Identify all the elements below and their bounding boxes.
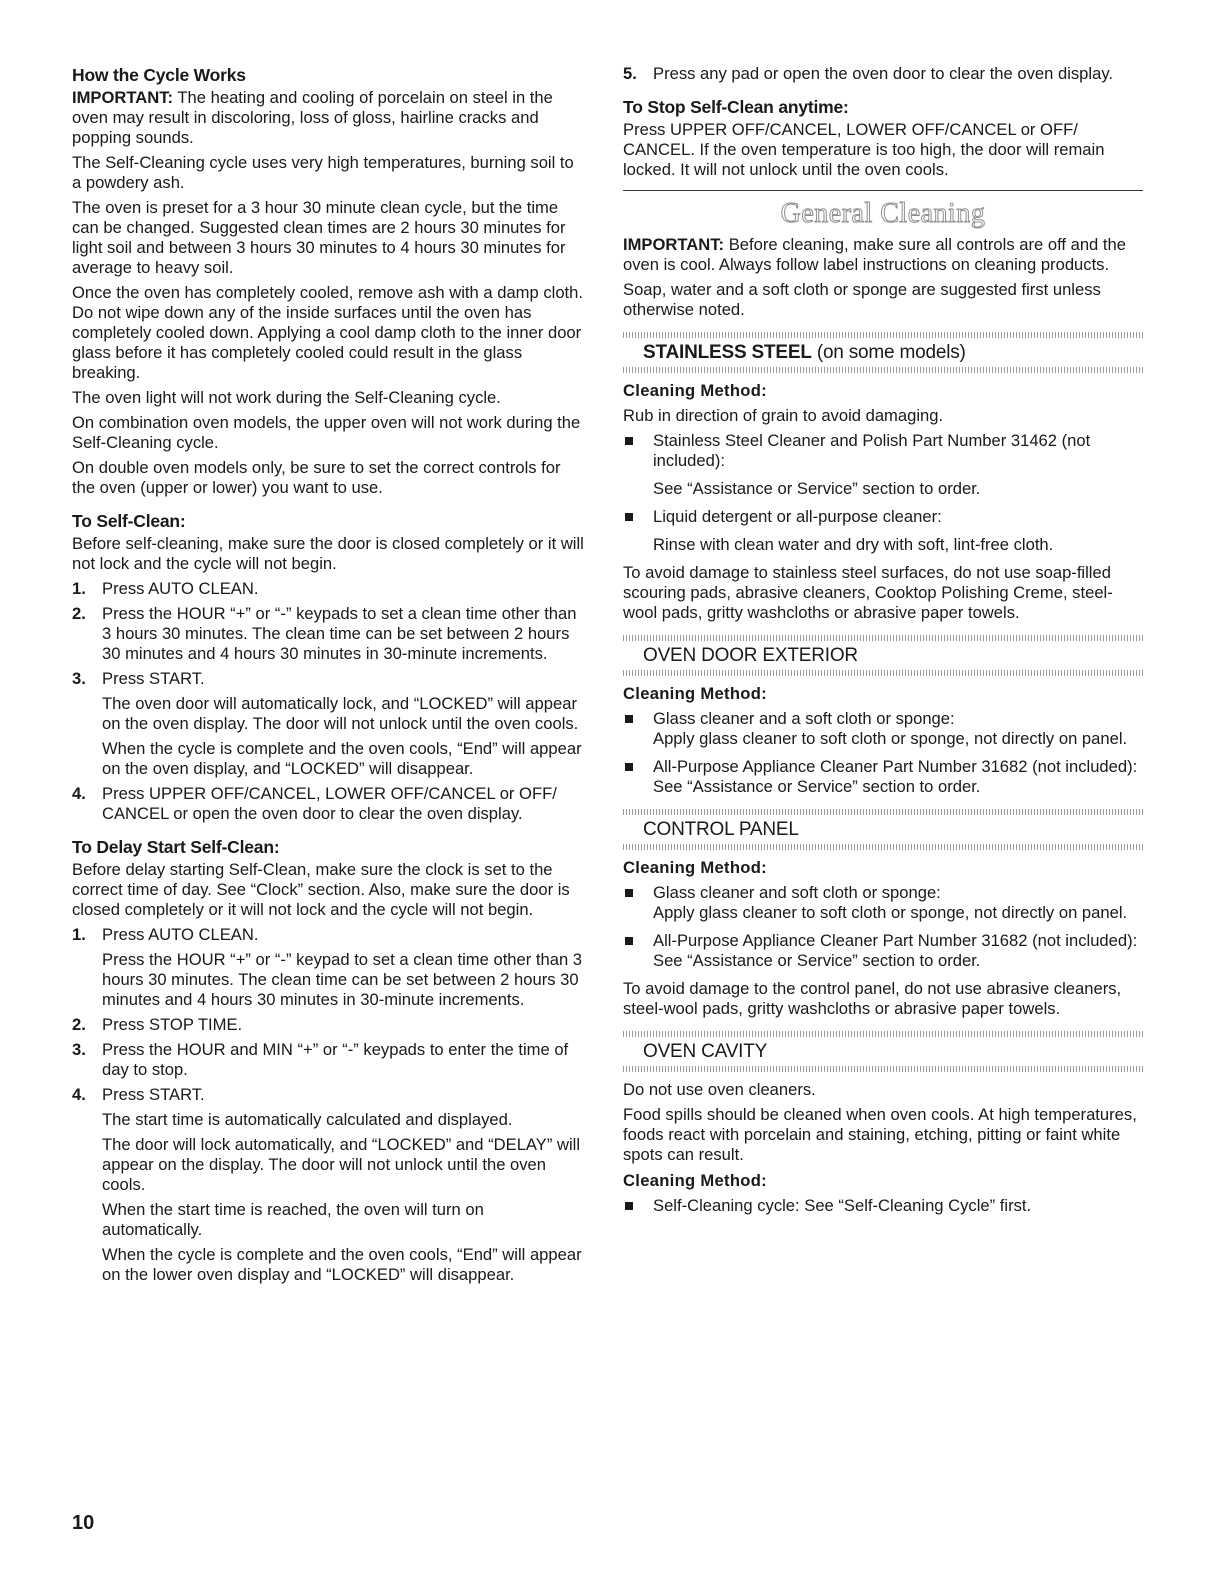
list-item [72,1040,587,1080]
item-detail: See “Assistance or Service” section to order. [653,777,981,796]
item-text: Glass cleaner and soft cloth or sponge: [653,883,941,902]
square-bullet-icon [625,937,633,945]
list-item [623,883,1143,923]
item-detail: Rinse with clean water and dry with soft, lint-free cloth. [653,535,1054,554]
item-detail: Apply glass cleaner to soft cloth or sponge, not directly on panel. [653,729,1128,748]
step-number: 2. [72,1015,86,1034]
important-text: Before cleaning, make sure all controls are off and the oven is cool. Always follow label instructions on cleaning products. [623,235,1126,274]
cycle-important [72,88,587,148]
stainless-steel-band [623,332,1143,373]
general-important [623,235,1143,275]
step-text: Press AUTO CLEAN. [102,579,259,598]
step-detail: The start time is automatically calculated and displayed. [102,1110,513,1129]
cycle-heading: How the Cycle Works [72,65,246,85]
cycle-paragraph: On combination oven models, the upper oven will not work during the Self-Cleaning cycle. [72,413,581,452]
control-panel-band [623,809,1143,850]
delay-section [72,836,587,1285]
item-text: Self-Cleaning cycle: See “Self-Cleaning Cycle” first. [653,1196,1032,1215]
step-text: Press the HOUR and MIN “+” or “-” keypads to enter the time of day to stop. [102,1040,569,1079]
step-text: Press STOP TIME. [102,1015,243,1034]
self-clean-steps [72,579,587,824]
list-item [72,604,587,664]
oven-door-title: OVEN DOOR EXTERIOR [643,645,858,666]
oven-door-list [623,709,1143,797]
band-stripe-bottom [623,1066,1143,1072]
square-bullet-icon [625,763,633,771]
square-bullet-icon [625,889,633,897]
list-item [623,1196,1143,1216]
step-detail: When the cycle is complete and the oven cools, “End” will appear on the lower oven display and “LOCKED” will disappear. [102,1245,582,1284]
step-number: 5. [623,64,637,83]
stop-text: Press UPPER OFF/CANCEL, LOWER OFF/CANCEL or OFF/ CANCEL. If the oven temperature is too high, the door will remain locked. It will not unlock until the oven cools. [623,120,1105,179]
item-detail: See “Assistance or Service” section to order. [653,479,981,498]
important-label: IMPORTANT: [72,88,174,107]
item-text: All-Purpose Appliance Cleaner Part Number 31682 (not included): [653,757,1138,776]
cycle-paragraph: The Self-Cleaning cycle uses very high temperatures, burning soil to a powdery ash. [72,153,574,192]
stainless-steel-title [623,338,1143,367]
band-title-bold: STAINLESS STEEL [643,342,812,363]
section-divider [623,190,1143,191]
item-text: Stainless Steel Cleaner and Polish Part Number 31462 (not included): [653,431,1091,470]
square-bullet-icon [625,437,633,445]
oven-cavity-title: OVEN CAVITY [643,1041,768,1062]
self-clean-section [72,510,587,824]
item-text: All-Purpose Appliance Cleaner Part Number 31682 (not included): [653,931,1138,950]
stainless-warning: To avoid damage to stainless steel surfaces, do not use soap-filled scouring pads, abrasive cleaners, Cooktop Polishing Creme, steel-wool pads, gritty washcloths or abrasive paper towels. [623,563,1113,622]
list-item [72,1085,587,1285]
band-title-rest: (on some models) [811,342,966,363]
step-detail: The door will lock automatically, and “LOCKED” and “DELAY” will appear on the display. The door will not unlock until the oven cools. [102,1135,581,1194]
step-number: 1. [72,579,86,598]
list-item [72,1015,587,1035]
square-bullet-icon [625,513,633,521]
step-number: 4. [72,1085,86,1104]
item-text: Liquid detergent or all-purpose cleaner: [653,507,942,526]
list-item [623,507,1143,555]
list-item [72,669,587,779]
square-bullet-icon [625,1202,633,1210]
important-text: The heating and cooling of porcelain on steel in the oven may result in discoloring, loss of gloss, hairline cracks and popping sounds. [72,88,553,147]
list-item [623,431,1143,499]
cleaning-method-label: Cleaning Method: [623,381,767,400]
control-panel-title: CONTROL PANEL [643,819,799,840]
continued-steps [623,64,1143,84]
cleaning-method-label: Cleaning Method: [623,858,767,877]
step-number: 1. [72,925,86,944]
list-item [623,64,1143,84]
page-number: 10 [72,1512,95,1534]
oven-cavity-band [623,1031,1143,1072]
band-stripe-bottom [623,367,1143,373]
step-number: 4. [72,784,86,803]
right-column [623,64,1143,1224]
list-item [623,757,1143,797]
step-text: Press the HOUR “+” or “-” keypads to set a clean time other than 3 hours 30 minutes. The clean time can be set between 2 hours 30 minutes and 4 hours 30 minutes in 30-minute increments. [102,604,577,663]
list-item [623,709,1143,749]
stainless-intro: Rub in direction of grain to avoid damaging. [623,406,944,425]
cycle-paragraph: Once the oven has completely cooled, remove ash with a damp cloth. Do not wipe down any of the inside surfaces until the oven has completely cooled down. Applying a cool damp cloth to the inner door glass before it has completely cooled could result in the glass breaking. [72,283,583,382]
band-stripe-bottom [623,844,1143,850]
stainless-list [623,431,1143,555]
step-text: Press AUTO CLEAN. [102,925,259,944]
delay-heading: To Delay Start Self-Clean: [72,837,280,857]
self-clean-heading: To Self-Clean: [72,511,186,531]
oven-cavity-list [623,1196,1143,1216]
step-text: Press any pad or open the oven door to clear the oven display. [653,64,1113,83]
step-detail: When the start time is reached, the oven will turn on automatically. [102,1200,484,1239]
cavity-paragraph: Do not use oven cleaners. [623,1080,816,1099]
control-panel-list [623,883,1143,971]
item-text: Glass cleaner and a soft cloth or sponge: [653,709,955,728]
self-clean-intro: Before self-cleaning, make sure the door is closed completely or it will not lock and the cycle will not begin. [72,534,584,573]
step-text: Press START. [102,1085,205,1104]
square-bullet-icon [625,715,633,723]
general-cleaning-title: General Cleaning [780,198,986,229]
stop-heading: To Stop Self-Clean anytime: [623,97,849,117]
stop-section [623,96,1143,180]
control-panel-warning: To avoid damage to the control panel, do not use abrasive cleaners, steel-wool pads, gritty washcloths or abrasive paper towels. [623,979,1122,1018]
step-text: Press START. [102,669,205,688]
delay-steps [72,925,587,1285]
list-item [623,931,1143,971]
cycle-paragraph: On double oven models only, be sure to set the correct controls for the oven (upper or lower) you want to use. [72,458,561,497]
band-stripe-bottom [623,670,1143,676]
general-note: Soap, water and a soft cloth or sponge are suggested first unless otherwise noted. [623,280,1101,319]
step-number: 3. [72,669,86,688]
important-label: IMPORTANT: [623,235,725,254]
cleaning-method-label: Cleaning Method: [623,1171,767,1190]
list-item [72,925,587,1010]
cycle-paragraph: The oven light will not work during the Self-Cleaning cycle. [72,388,501,407]
cavity-paragraph: Food spills should be cleaned when oven cools. At high temperatures, foods react with porcelain and staining, etching, pitting or faint white spots can result. [623,1105,1137,1164]
step-detail: When the cycle is complete and the oven cools, “End” will appear on the oven display, and “LOCKED” will disappear. [102,739,582,778]
delay-intro: Before delay starting Self-Clean, make sure the clock is set to the correct time of day. See “Clock” section. Also, make sure the door is closed completely or it will not lock and the cycle will not begin. [72,860,570,919]
cycle-paragraph: The oven is preset for a 3 hour 30 minute clean cycle, but the time can be changed. Suggested clean times are 2 hours 30 minutes for light soil and between 3 hours 30 minutes to 4 hours 30 minutes for average to heavy soil. [72,198,566,277]
step-number: 3. [72,1040,86,1059]
item-detail: Apply glass cleaner to soft cloth or sponge, not directly on panel. [653,903,1128,922]
step-text: Press UPPER OFF/CANCEL, LOWER OFF/CANCEL or OFF/ CANCEL or open the oven door to clear the oven display. [102,784,557,823]
list-item [72,579,587,599]
step-detail: The oven door will automatically lock, and “LOCKED” will appear on the oven display. The door will not unlock until the oven cools. [102,694,579,733]
list-item [72,784,587,824]
oven-door-band [623,635,1143,676]
item-detail: See “Assistance or Service” section to order. [653,951,981,970]
step-detail: Press the HOUR “+” or “-” keypad to set a clean time other than 3 hours 30 minutes. The clean time can be set between 2 hours 30 minutes and 4 hours 30 minutes in 30-minute increments. [102,950,583,1009]
left-column [72,64,587,1290]
cleaning-method-label: Cleaning Method: [623,684,767,703]
step-number: 2. [72,604,86,623]
